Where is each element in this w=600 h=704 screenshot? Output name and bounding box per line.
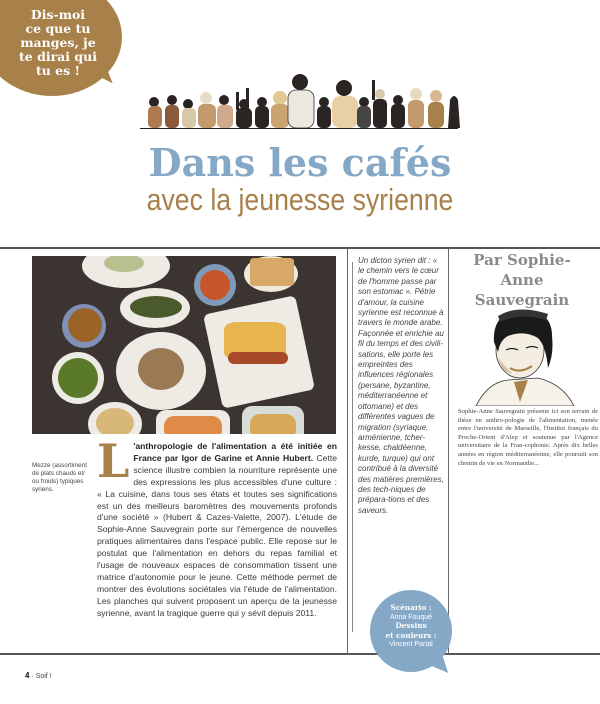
- bottom-divider: [0, 653, 600, 655]
- article-text: Cette science illustre combien la nourriture représente une des expressions les plus accessibles d'une culture : « La cuisine, dans tous ses états et toutes ses significations est un des meilleurs baromètres des mouvements profonds d'une société » (Hubert & Cazes-Valette, 2007). L'étude de Sophie-Anne Sauvegrain porte sur l'émergence de nouvelles pratiques alimentaires dans l'espace public. Elle repose sur le postulat que l'alimentation en dehors du repas familial et l'usage de nouveaux espaces de consommation tissent une matrice d'autonomie pour le jeune. Cette méthode permet de montrer des évolutions sociétales via l'étude de l'alimentation. Les planches qui suivent proposent un aperçu de la jeunesse syrienne, avant la tragique guerre qui y sévit depuis 2011.: [97, 452, 337, 618]
- page-footer: [25, 671, 52, 680]
- page-number: 4: [25, 671, 30, 680]
- scenario-name: Anna Fouqué: [389, 613, 433, 621]
- photo-caption: Mezze (assortiment de plats chauds et/ ou froids) typiques syriens.: [32, 462, 87, 493]
- author-heading: Par Sophie- Anne Sauvegrain: [473, 251, 571, 309]
- column-divider-1: [347, 249, 348, 654]
- crowd-ground-line: [140, 128, 458, 129]
- mezze-photo: [32, 256, 336, 434]
- crowd-illustration: [140, 72, 460, 128]
- quote-bar: [352, 262, 353, 632]
- colors-label: et couleurs :: [385, 630, 437, 640]
- article-body: [97, 434, 337, 620]
- page-subtitle: avec la jeunesse syrienne: [146, 182, 454, 217]
- author-portrait: [468, 302, 578, 406]
- page-title: Dans les cafés: [148, 140, 452, 185]
- drawings-name: Vincent Partal: [389, 641, 433, 649]
- side-quote: Un dicton syrien dit : « le chemin vers le cœur de l'homme passe par son estomac ». Pétrie d'amour, la cuisine syrienne est reconnue à travers le monde arabe. Façonnée et enrichie au fil du temps et des civili-sations, elle porte les empreintes des influences régionales (persane, byzantine, méditerranéenne et ottomane) et des différentes vagues de migration (syriaque, arménienne, tcher-kesse, chaldéenne, kurde, turque) qui ont contribué à la diversité des matières premières, des tech-niques de prépara-tions et des saveurs.: [358, 256, 444, 515]
- magazine-name: Soif !: [35, 673, 52, 680]
- footer-separator: ·: [29, 673, 36, 680]
- column-divider-2: [448, 249, 449, 654]
- drawings-label: Dessins: [395, 621, 427, 631]
- drop-cap: L: [97, 434, 130, 488]
- credits-text: [370, 604, 452, 650]
- scenario-label: Scénario :: [390, 603, 432, 612]
- article-lead: 'anthropologie de l'alimentation a été initiée en France par Igor de Garine et Annie Hubert.: [133, 441, 337, 463]
- speech-bubble-text: Dis-moi ce que tu manges, je te dirai qui tu es !: [19, 7, 97, 78]
- top-divider: [0, 247, 600, 249]
- author-bio: Sophie-Anne Sauvegrain présente ici son terrain de thèse en anthro-pologie de l'alimentation, menée entre l'université de Marseille, l'Institut français du Proche-Orient d'Alep et soutenue par l'Agence universitaire de la Fran-cophonie. Après dix belles années en région méditerranéenne, elle poursuit son chemin de vie en Normandie...: [458, 408, 598, 467]
